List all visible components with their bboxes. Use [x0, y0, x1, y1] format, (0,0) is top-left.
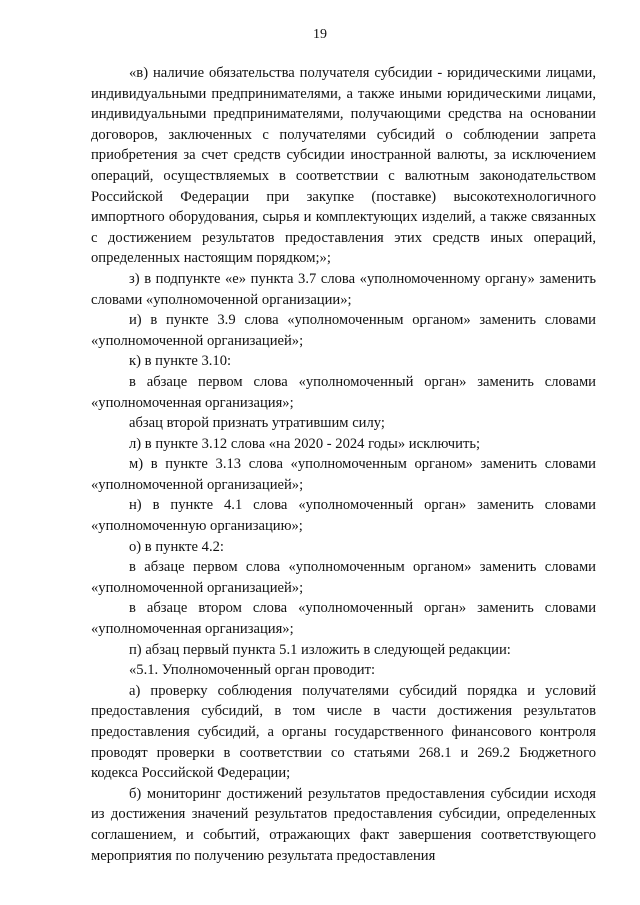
document-body: [91, 63, 596, 866]
paragraph-n: н) в пункте 4.1 слова «уполномоченный орган» заменить словами «уполномоченную организацию»;: [91, 497, 596, 535]
paragraph-5-1-b: б) мониторинг достижений результатов предоставления субсидии исходя из достижения значений результатов предоставления субсидии, определенных соглашением, и событий, отражающих факт завершения соответствующего мероприятия по получению результата предоставления: [91, 785, 596, 864]
paragraph-l: л) в пункте 3.12 слова «на 2020 - 2024 годы» исключить;: [129, 435, 481, 452]
paragraph-v: «в) наличие обязательства получателя субсидии - юридическими лицами, индивидуальными предпринимателями, а также иными юридическими лицами, индивидуальными предпринимателями, получающими средства на основании договоров, заключенных с получателями субсидий о соблюдении запрета приобретения за счет средств субсидии иностранной валюты, за исключением операций, осуществляемых в соответствии с валютным законодательством Российской Федерации при закупке (поставке) высокотехнологичного импортного оборудования, сырья и комплектующих изделий, а также связанных с достижением результатов предоставления этих средств иных операций, определенных настоящим порядком;»;: [91, 65, 596, 267]
paragraph-k-1: в абзаце первом слова «уполномоченный орган» заменить словами «уполномоченная организация»;: [91, 373, 596, 411]
paragraph-5-1: «5.1. Уполномоченный орган проводит:: [129, 662, 376, 679]
paragraph-o-2: в абзаце втором слова «уполномоченный орган» заменить словами «уполномоченная организация»;: [91, 600, 596, 638]
paragraph-k: к) в пункте 3.10:: [129, 353, 232, 370]
paragraph-i: и) в пункте 3.9 слова «уполномоченным органом» заменить словами «уполномоченной организацией»;: [91, 312, 596, 349]
paragraph-5-1-a: а) проверку соблюдения получателями субсидий порядка и условий предоставления субсидий, в том числе в части достижения результатов предоставления субсидий, а органы государственного финансового контроля проводят проверки в соответствии со статьями 268.1 и 269.2 Бюджетного кодекса Российской Федерации;: [91, 682, 596, 782]
paragraph-k-2: абзац второй признать утратившим силу;: [129, 415, 385, 432]
paragraph-p: п) абзац первый пункта 5.1 изложить в следующей редакции:: [129, 641, 511, 658]
paragraph-m: м) в пункте 3.13 слова «уполномоченным органом» заменить словами «уполномоченной организацией»;: [91, 456, 596, 493]
page-number: 19: [313, 27, 327, 42]
paragraph-o: о) в пункте 4.2:: [129, 538, 224, 555]
paragraph-o-1: в абзаце первом слова «уполномоченным органом» заменить словами «уполномоченной организацией»;: [91, 559, 596, 596]
paragraph-z: з) в подпункте «е» пункта 3.7 слова «уполномоченному органу» заменить словами «уполномоченной организации»;: [91, 270, 596, 308]
